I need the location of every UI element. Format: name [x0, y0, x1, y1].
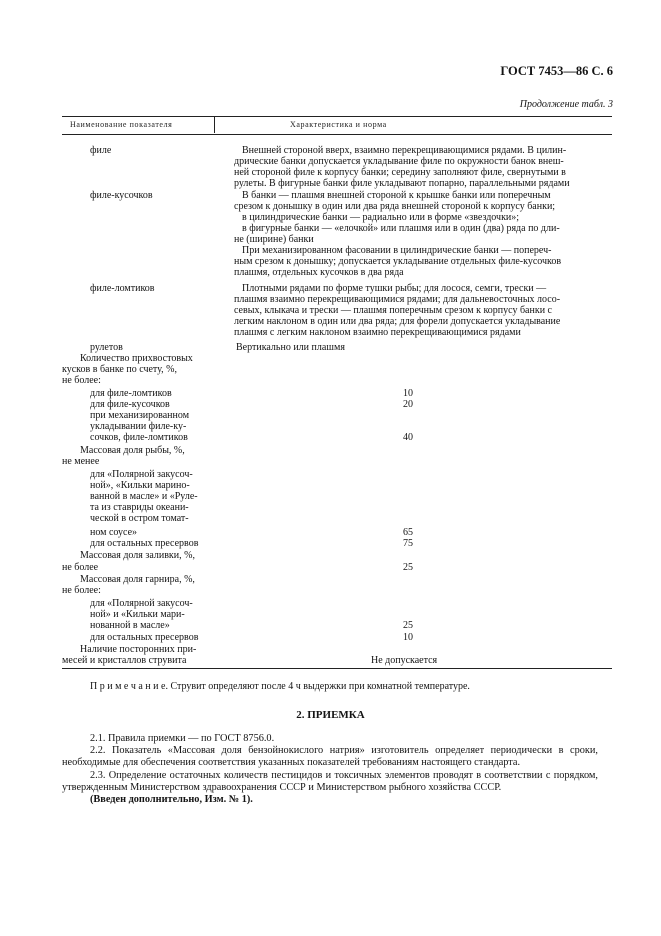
text-line: Плотными рядами по форме тушки рыбы; для лосося, семги, трески —: [242, 283, 547, 294]
text-line: легким наклоном в один или два ряда; для форели допускается укладывание: [234, 316, 561, 327]
table-header-bottom-rule: [62, 134, 612, 135]
left-line: сочков, филе-ломтиков: [90, 432, 188, 443]
left-line: та из ставриды океани-: [90, 502, 189, 513]
paragraph: 2.1. Правила приемки — по ГОСТ 8756.0.: [90, 733, 275, 744]
left-line: ной» и «Кильки мари-: [90, 609, 185, 620]
row-text-file-lomtikov: [234, 283, 598, 338]
text-line: севых, клыкача и трески — плашмя поперечным срезом к корпусу банки с: [234, 305, 552, 316]
text-line: в цилиндрические банки — радиально или в форме «звездочки»;: [242, 212, 520, 223]
row-text-file-kusochkov: [234, 190, 598, 278]
left-line: для филе-кусочков: [90, 399, 170, 410]
col-header-indicator: Наименование показателя: [70, 120, 173, 129]
value-liquid: 25: [403, 562, 413, 573]
left-line: Массовая доля гарнира, %,: [80, 574, 195, 585]
left-line: ном соусе»: [90, 527, 138, 538]
text-line: срезом к донышку в один или два ряда внешней стороной к корпусу банки;: [234, 201, 556, 212]
left-line: для «Полярной закусоч-: [90, 598, 193, 609]
value-fish-polar: 65: [403, 527, 413, 538]
table-top-rule: [62, 116, 612, 117]
table-note: П р и м е ч а н и е. Струвит определяют после 4 ч выдержки при комнатной температуре.: [90, 681, 470, 692]
row-text-file: [234, 145, 598, 189]
row-label-rulety: рулетов: [90, 342, 123, 353]
text-line: в фигурные банки — «елочкой» или плашмя или в один (два) ряда по дли-: [242, 223, 560, 234]
col-header-characteristic: Характеристика и норма: [290, 120, 387, 129]
text-line: не (ширине) банки: [234, 234, 314, 245]
left-line: не менее: [62, 456, 100, 467]
left-line: ческой в остром томат-: [90, 513, 189, 524]
left-line: для остальных пресервов: [90, 632, 199, 643]
text-line: плашмя, отдельных кусочков в два ряда: [234, 267, 404, 278]
section-body: [62, 733, 598, 806]
value-file-kusochkov: 20: [403, 399, 413, 410]
row-label-file-lomtikov: филе-ломтиков: [90, 283, 155, 294]
text-line: В банки — плашмя внешней стороной к крышке банки или поперечным: [242, 190, 551, 201]
table-header-divider: [214, 117, 215, 133]
page-header: ГОСТ 7453—86 С. 6: [500, 64, 613, 78]
left-line: не более: [62, 562, 99, 573]
value-file-lomtikov: 10: [403, 388, 413, 399]
left-line: Массовая доля заливки, %,: [80, 550, 195, 561]
left-line: ной», «Кильки марино-: [90, 480, 190, 491]
left-line: для остальных пресервов: [90, 538, 199, 549]
left-line: кусков в банке по счету, %,: [62, 364, 177, 375]
text-line: ным срезом к донышку; допускается укладывание отдельных филе-кусочков: [234, 256, 562, 267]
text-line: рулеты. В фигурные банки филе укладывают попарно, параллельными рядами: [234, 178, 570, 189]
value-garnish-polar: 25: [403, 620, 413, 631]
text-line: ней стороной филе к корпусу банки; середину заполняют филе, свернутыми в: [234, 167, 566, 178]
left-line: нованной в масле»: [90, 620, 170, 631]
row-text-rulety: Вертикально или плашмя: [236, 342, 345, 353]
left-line: для филе-ломтиков: [90, 388, 172, 399]
left-line: ванной в масле» и «Руле-: [90, 491, 198, 502]
left-line: Массовая доля рыбы, %,: [80, 445, 185, 456]
left-line: месей и кристаллов струвита: [62, 655, 187, 666]
value-impurities: Не допускается: [371, 655, 438, 666]
row-label-file: филе: [90, 145, 112, 156]
left-line: Количество прихвостовых: [80, 353, 193, 364]
table-continuation-label: Продолжение табл. 3: [519, 99, 613, 110]
value-garnish-other: 10: [403, 632, 413, 643]
value-mechanized: 40: [403, 432, 413, 443]
paragraph: 2.3. Определение остаточных количеств пестицидов и токсичных элементов проводят в соответствии с порядком, утвержденным Министерством здравоохранения СССР и Министерством рыбного хозяйства СССР.: [62, 769, 598, 793]
amendment-note: (Введен дополнительно, Изм. № 1).: [90, 794, 253, 806]
value-fish-other: 75: [403, 538, 413, 549]
left-line: при механизированном: [90, 410, 190, 421]
text-line: Внешней стороной вверх, взаимно перекрещивающимися рядами. В цилин-: [242, 145, 567, 156]
paragraph: 2.2. Показатель «Массовая доля бензойнокислого натрия» изготовитель определяет периодически в сроки, необходимые для обеспечения соответствия указанных показателей требованиям настоящего стандарта.: [62, 745, 598, 769]
text-line: При механизированном фасовании в цилиндрические банки — попереч-: [242, 245, 552, 256]
text-line: дрические банки допускается укладывание филе по окружности банок внеш-: [234, 156, 564, 167]
left-line: укладывании филе-ку-: [90, 421, 187, 432]
row-label-file-kusochkov: филе-кусочков: [90, 190, 153, 201]
left-line: не более:: [62, 585, 101, 596]
left-line: для «Полярной закусоч-: [90, 469, 193, 480]
left-line: не более:: [62, 375, 101, 386]
section-title: 2. ПРИЕМКА: [296, 709, 365, 721]
table-bottom-rule: [62, 668, 612, 669]
left-line: Наличие посторонних при-: [80, 644, 197, 655]
text-line: плашмя с легким наклоном взаимно перекрещивающимися рядами: [234, 327, 521, 338]
text-line: плашмя взаимно перекрещивающимися рядами; для дальневосточных лосо-: [234, 294, 561, 305]
